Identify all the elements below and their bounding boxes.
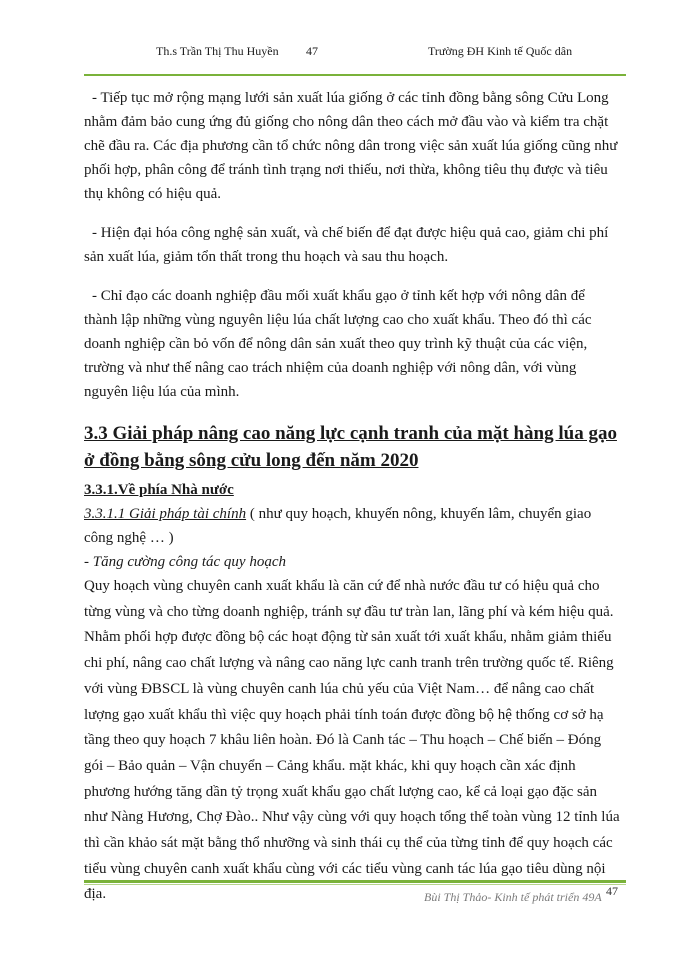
body-paragraph: Quy hoạch vùng chuyên canh xuất khẩu là căn cứ để nhà nước đầu tư có hiệu quả cho từng vùng và cho từng doanh nghiệp, tránh sự đầu tư tràn lan, lãng phí và kém hiệu quả. Nhằm phối hợp được đồng bộ các hoạt động từ sản xuất tới xuất khẩu, nhằm giảm thiểu chi phí, nâng cao chất lượng và nâng cao năng lực canh tranh trên trường quốc tế. Riêng với vùng ĐBSCL là vùng chuyên canh lúa chủ yếu của Việt Nam… để nâng cao chất lượng gạo xuất khẩu thì việc quy hoạch phải tính toán được đồng bộ hệ thống cơ sở hạ tầng theo quy hoạch 7 khâu liên hoàn. Đó là Canh tác – Thu hoạch – Chế biến – Đóng gói – Bảo quản – Vận chuyển – Cảng khẩu. mặt khác, khi quy hoạch cần xác định phương hướng tăng dần tỷ trọng xuất khẩu gạo chất lượng cao, kể cả loại gạo đặc sản như Nàng Hương, Chợ Đào.. Như vậy cùng với quy hoạch tổng thể toàn vùng 12 tỉnh lúa thì cần khảo sát mặt bằng thổ nhưỡng và sinh thái cụ thể của từng tỉnh để quy hoạch các tiểu vùng chuyên canh xuất khẩu cùng với các tiểu vùng canh tác lúa gạo tiêu dùng nội địa. — [84, 578, 620, 903]
footer-page-number: 47 — [606, 884, 618, 898]
paragraph-modernize: - Hiện đại hóa công nghệ sản xuất, và chế biến để đạt được hiệu quả cao, giảm chi phí sản xuất lúa, giảm tổn thất trong thu hoạch và sau thu hoạch. — [84, 225, 609, 265]
item-heading: - Tăng cường công tác quy hoạch — [84, 554, 286, 570]
footer-rule-thin — [84, 884, 626, 885]
subsubsection-note: ( như quy hoạch, khuyến nông, khuyến lâm, chuyển giao công nghệ … ) — [84, 506, 592, 546]
paragraph-seed-network: - Tiếp tục mở rộng mạng lưới sản xuất lúa giống ở các tỉnh đồng bằng sông Cửu Long nhằm đảm bảo cung ứng đủ giống cho nông dân theo cách mở đầu vào và kiểm tra chặt chẽ đầu ra. Các địa phương cần tổ chức nông dân trong việc sản xuất lúa giống cũng như phối hợp, phân công để tránh tình trạng nơi thiếu, nơi thừa, không tiêu thụ được và tiêu thụ không có hiệu quả. — [84, 90, 618, 202]
subsubsection-line — [84, 502, 620, 550]
header-page-number: 47 — [306, 44, 318, 58]
page-header — [0, 44, 700, 64]
footer-author: Bùi Thị Thảo- Kinh tế phát triển 49A — [424, 890, 602, 904]
header-author: Th.s Trần Thị Thu Huyền — [156, 44, 279, 58]
footer-rule — [84, 880, 626, 883]
paragraph-enterprises: - Chỉ đạo các doanh nghiệp đầu mối xuất khẩu gạo ở tỉnh kết hợp với nông dân để thành lập những vùng nguyên liệu lúa chất lượng cao cho xuất khẩu. Theo đó thì các doanh nghiệp cần bỏ vốn để nông dân sản xuất theo quy trình kỹ thuật của các viện, trường và như thế nâng cao trách nhiệm của doanh nghiệp với nông dân, với vùng nguyên liệu lúa của mình. — [84, 288, 592, 400]
page-content — [84, 86, 620, 908]
header-rule — [84, 74, 626, 76]
header-school: Trường ĐH Kinh tế Quốc dân — [428, 44, 573, 58]
subsection-heading: 3.3.1.Về phía Nhà nước — [84, 482, 234, 498]
subsubsection-title: 3.3.1.1 Giải pháp tài chính — [84, 506, 247, 522]
section-heading: 3.3 Giải pháp nâng cao năng lực cạnh tranh của mặt hàng lúa gạo ở đồng bằng sông cửu long đến năm 2020 — [84, 423, 617, 471]
